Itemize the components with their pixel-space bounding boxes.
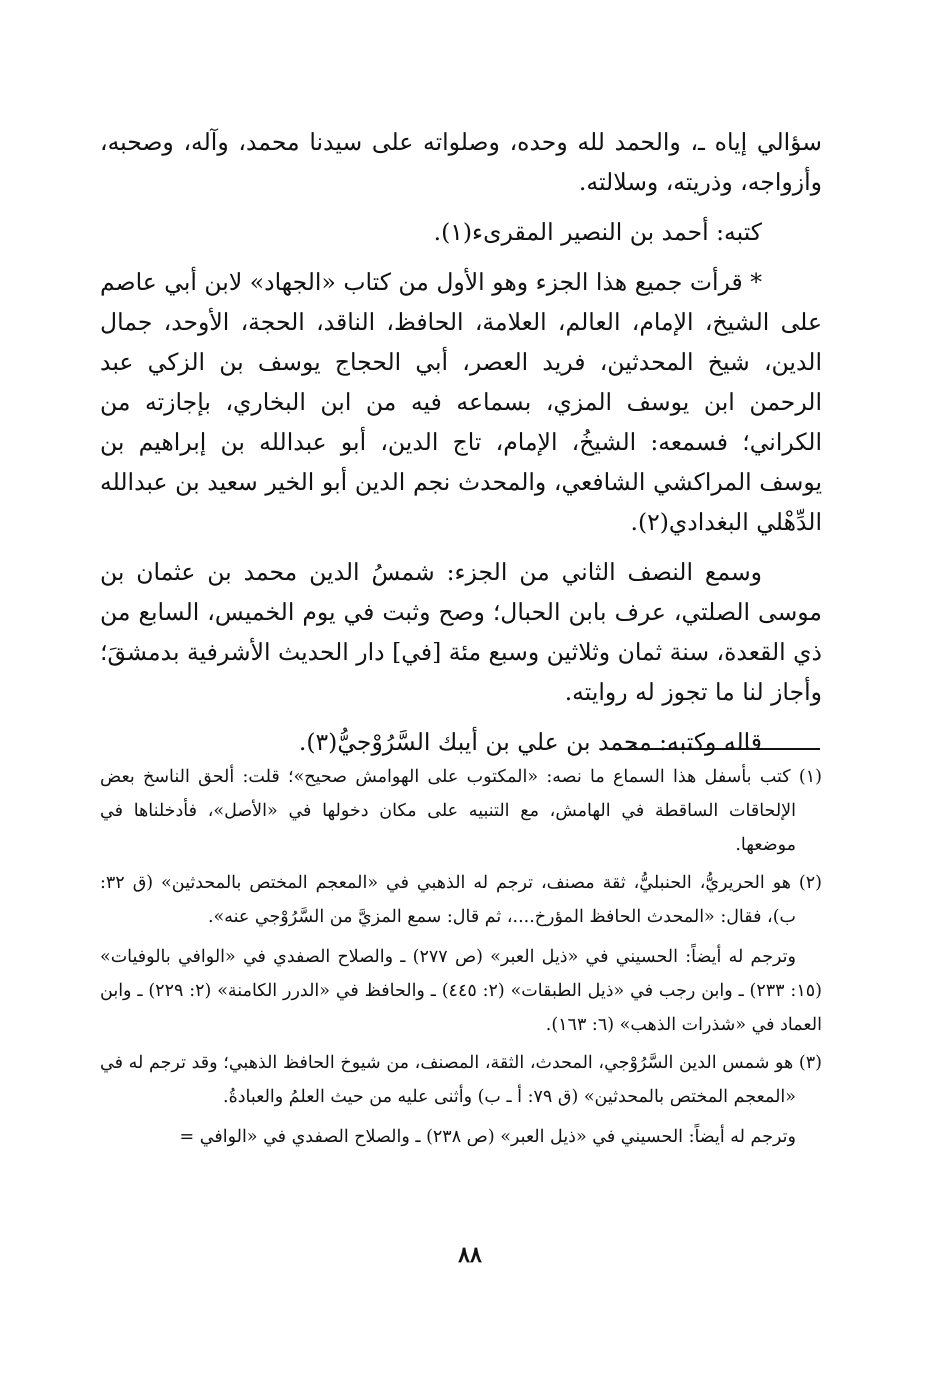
paragraph-scribe-signature: كتبه: أحمد بن النصير المقرىء(١). xyxy=(433,218,762,246)
footnotes xyxy=(100,760,822,1154)
paragraph-closing-prayer: سؤالي إياه ـ، والحمد لله وحده، وصلواته على سيدنا محمد، وآله، وصحبه، وأزواجه، وذريته، وسلالته. xyxy=(100,128,822,196)
footnote-2-continuation: وترجم له أيضاً: الحسيني في «ذيل العبر» (ص ٢٧٧) ـ والصلاح الصفدي في «الوافي بالوفيات» (١٥: ٢٣٣) ـ وابن رجب في «ذيل الطبقات» (٢: ٤٤٥) ـ والحافظ في «الدرر الكامنة» (٢: ٢٢٩) ـ وابن العماد في «شذرات الذهب» (٦: ١٦٣). xyxy=(100,947,822,1035)
footnote-2: (٢) هو الحريريُّ، الحنبليُّ، ثقة مصنف، ترجم له الذهبي في «المعجم المختص بالمحدثين» (ق ٣٢: ب)، فقال: «المحدث الحافظ المؤرخ....، ثم قال: سمع المزيَّ من السَّرُوْجي عنه». xyxy=(100,873,822,927)
footnote-1: (١) كتب بأسفل هذا السماع ما نصه: «المكتوب على الهوامش صحيح»؛ قلت: ألحق الناسخ بعض الإلحاقات الساقطة في الهامش، مع التنبيه على مكان دخولها في «الأصل»، فأدخلناها في موضعها. xyxy=(100,767,822,855)
page-number: ٨٨ xyxy=(458,1242,482,1268)
paragraph-author-signature: قاله وكتبه: محمد بن علي بن أيبك السَّرُوْجيُّ(٣). xyxy=(298,728,762,756)
footnote-3-continuation: وترجم له أيضاً: الحسيني في «ذيل العبر» (ص ٢٣٨) ـ والصلاح الصفدي في «الوافي = xyxy=(179,1127,796,1147)
paragraph-second-half-audience: وسمع النصف الثاني من الجزء: شمسُ الدين محمد بن عثمان بن موسى الصلتي، عرف بابن الحبال؛ وصح وثبت في يوم الخميس، السابع من ذي القعدة، سنة ثمان وثلاثين وسبع مئة [في] دار الحديث الأشرفية بدمشقَ؛ وأجاز لنا ما تجوز له روايته. xyxy=(100,558,822,706)
footnote-separator xyxy=(614,748,820,750)
main-text xyxy=(100,122,822,762)
footnote-3: (٣) هو شمس الدين السَّرُوْجي، المحدث، الثقة، المصنف، من شيوخ الحافظ الذهبي؛ وقد ترجم له في «المعجم المختص بالمحدثين» (ق ٧٩: أ ـ ب) وأثنى عليه من حيث العلمُ والعبادةُ. xyxy=(100,1053,822,1107)
paragraph-reading-certificate: * قرأت جميع هذا الجزء وهو الأول من كتاب «الجهاد» لابن أبي عاصم على الشيخ، الإمام، العالم، العلامة، الحافظ، الناقد، الحجة، الأوحد، جمال الدين، شيخ المحدثين، فريد العصر، أبي الحجاج يوسف بن الزكي عبد الرحمن ابن يوسف المزي، بسماعه فيه من ابن البخاري، بإجازته من الكراني؛ فسمعه: الشيخُ، الإمام، تاج الدين، أبو عبدالله بن إبراهيم بن يوسف المراكشي الشافعي، والمحدث نجم الدين أبو الخير سعيد بن عبدالله الدِّهْلي البغدادي(٢). xyxy=(100,268,822,536)
